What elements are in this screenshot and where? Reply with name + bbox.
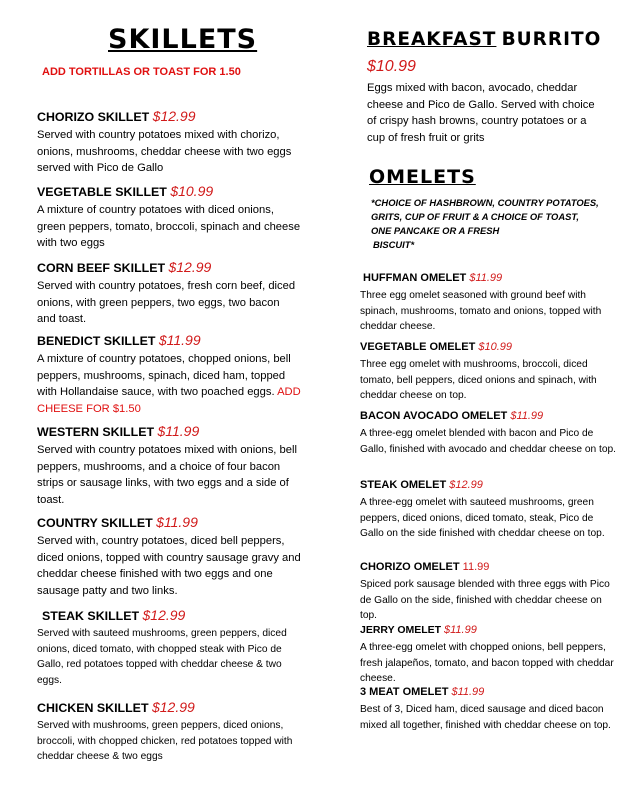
item-price: $11.99 bbox=[451, 686, 485, 698]
item-name: BACON AVOCADO OMELET bbox=[360, 410, 511, 422]
item-price: $10.99 bbox=[170, 183, 214, 199]
item-description: Spiced pork sausage blended with three eggs with Pico de Gallo on the side, finished with cheddar cheese on top. bbox=[360, 579, 610, 622]
item-name: WESTERN SKILLET bbox=[37, 425, 158, 439]
menu-item-country-skillet bbox=[37, 514, 303, 599]
item-description bbox=[37, 351, 303, 417]
item-price: $11.99 bbox=[158, 332, 201, 348]
menu-item-3-meat-omelet bbox=[360, 684, 618, 733]
menu-item-steak-skillet bbox=[37, 607, 299, 688]
item-price: $12.99 bbox=[152, 108, 196, 124]
omelet-note-biscuit: BISCUIT* bbox=[373, 239, 415, 250]
item-price: $12.99 bbox=[168, 259, 212, 275]
item-price: $11.99 bbox=[444, 624, 477, 636]
item-name: JERRY OMELET bbox=[360, 624, 445, 636]
menu-item-bacon-avocado-omelet bbox=[360, 408, 618, 457]
menu-item-western-skillet bbox=[37, 423, 303, 508]
menu-item-corn-beef-skillet bbox=[37, 259, 299, 328]
menu-item-chorizo-skillet bbox=[37, 108, 297, 177]
omelets-heading: OMELETS bbox=[369, 166, 476, 188]
item-description: A three-egg omelet blended with bacon and Pico de Gallo, finished with avocado and cheddar cheese on top. bbox=[360, 428, 616, 455]
item-description: A three-egg omelet with sauteed mushrooms, green peppers, diced onions, diced tomato, steak, Pico de Gallo on the side finished with cheddar cheese on top. bbox=[360, 497, 605, 540]
menu-item-chorizo-omelet bbox=[360, 559, 618, 624]
menu-item-huffman-omelet bbox=[360, 270, 618, 335]
omelet-note-text: *CHOICE OF HASHBROWN, COUNTRY POTATOES, GRITS, CUP OF FRUIT & A CHOICE OF TOAST, ONE PANCAKE OR A FRESH bbox=[371, 197, 599, 236]
item-name: COUNTRY SKILLET bbox=[37, 516, 157, 530]
burrito-heading-part2: BURRITO bbox=[501, 29, 602, 50]
item-name: CORN BEEF SKILLET bbox=[37, 261, 169, 275]
item-name: VEGETABLE SKILLET bbox=[37, 185, 171, 199]
item-price: $12.99 bbox=[142, 607, 186, 623]
menu-item-vegetable-skillet bbox=[37, 183, 303, 252]
menu-item-benedict-skillet bbox=[37, 332, 303, 417]
item-name: CHORIZO SKILLET bbox=[37, 110, 153, 124]
item-description: A mixture of country potatoes with diced onions, green peppers, tomato, broccoli, spinach and cheese with two eggs bbox=[37, 204, 301, 250]
item-name: CHORIZO OMELET bbox=[360, 561, 463, 573]
omelet-choice-note bbox=[371, 196, 601, 252]
item-name: BENEDICT SKILLET bbox=[37, 334, 159, 348]
item-price: $12.99 bbox=[151, 699, 195, 715]
item-description-text: A mixture of country potatoes, chopped onions, bell peppers, mushrooms, spinach, diced ham, topped with Hollandaise sauce, with two poached eggs. bbox=[37, 353, 291, 399]
burrito-description: Eggs mixed with bacon, avocado, cheddar cheese and Pico de Gallo. Served with choice of crispy hash browns, country potatoes or a cup of fresh fruit or grits bbox=[367, 82, 595, 144]
item-name: HUFFMAN OMELET bbox=[363, 272, 470, 284]
add-cheese-notice: ADD CHEESE FOR $1.50 bbox=[37, 386, 301, 415]
skillets-heading: SKILLETS bbox=[108, 24, 258, 55]
item-name: STEAK SKILLET bbox=[42, 609, 143, 623]
item-description: Served with sauteed mushrooms, green peppers, diced onions, diced tomato, with chopped steak with Pico de Gallo, red potatoes topped with cheddar cheese & two eggs. bbox=[37, 628, 287, 686]
item-description: Three egg omelet with mushrooms, broccoli, diced tomato, bell peppers, diced onions and spinach, with cheddar cheese on top. bbox=[360, 359, 597, 402]
item-price: 11.99 bbox=[462, 561, 490, 573]
item-description: Served with country potatoes, fresh corn beef, diced onions, with green peppers, two eggs, two bacon and toast. bbox=[37, 280, 296, 326]
item-price: $12.99 bbox=[449, 479, 483, 491]
item-price: $11.99 bbox=[157, 423, 200, 439]
menu-item-vegetable-omelet bbox=[360, 339, 618, 404]
burrito-heading bbox=[367, 28, 601, 50]
menu-item-chicken-skillet bbox=[37, 699, 299, 765]
item-price: $11.99 bbox=[469, 272, 503, 284]
item-name: 3 MEAT OMELET bbox=[360, 686, 452, 698]
menu-item-steak-omelet bbox=[360, 477, 618, 542]
item-description: A three-egg omelet with chopped onions, bell peppers, fresh jalapeños, tomato, and bacon topped with cheddar cheese. bbox=[360, 642, 614, 685]
item-price: $11.99 bbox=[156, 514, 198, 530]
item-price: $11.99 bbox=[510, 410, 544, 422]
burrito-heading-part1: BREAKFAST bbox=[367, 29, 497, 50]
burrito-price: $10.99 bbox=[367, 58, 416, 75]
item-description: Served with mushrooms, green peppers, diced onions, broccoli, with chopped chicken, red potatoes topped with cheddar cheese & two eggs bbox=[37, 720, 293, 763]
item-description: Served with country potatoes mixed with onions, bell peppers, mushrooms, and a choice of four bacon strips or sausage links, with two eggs and a side of toast. bbox=[37, 444, 297, 506]
tortillas-notice: ADD TORTILLAS OR TOAST FOR 1.50 bbox=[42, 66, 241, 78]
item-description: Three egg omelet seasoned with ground beef with spinach, mushrooms, tomato and onions, topped with cheddar cheese. bbox=[360, 290, 602, 333]
item-name: STEAK OMELET bbox=[360, 479, 450, 491]
menu-item-jerry-omelet bbox=[360, 622, 618, 687]
item-description: Best of 3, Diced ham, diced sausage and diced bacon mixed all together, finished with cheddar cheese on top. bbox=[360, 704, 611, 731]
item-description: Served with country potatoes mixed with chorizo, onions, mushrooms, cheddar cheese with two eggs served with Pico de Gallo bbox=[37, 129, 292, 175]
item-description: Served with, country potatoes, diced bell peppers, diced onions, topped with country sausage gravy and cheddar cheese finished with two eggs and one sausage patty and two links. bbox=[37, 535, 301, 597]
item-name: CHICKEN SKILLET bbox=[37, 701, 152, 715]
item-name: VEGETABLE OMELET bbox=[360, 341, 479, 353]
item-price: $10.99 bbox=[478, 341, 513, 353]
